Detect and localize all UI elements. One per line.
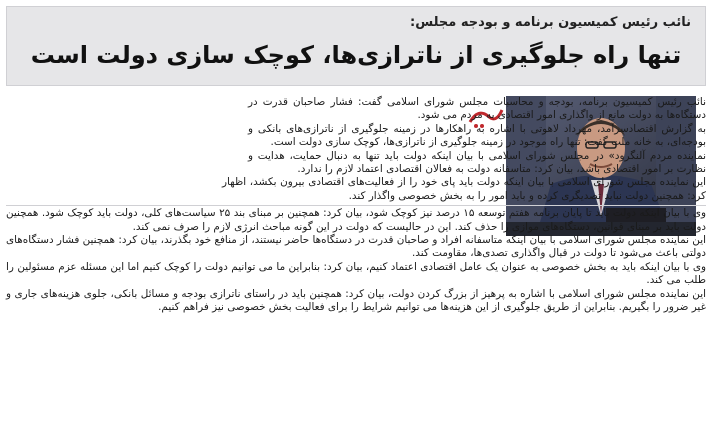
paragraph: این نماینده مجلس شورای اسلامی با بیان اینکه دولت باید پای خود را از فعالیت‌های اقتصادی بیرون بکشد، اظهار کرد: همچنین دولت نباید تصدیگری کرده و باید امور را به بخش خصوصی واگذار کند. [222,176,706,202]
article-headline: تنها راه جلوگیری از ناترازی‌ها، کوچک سازی دولت است [30,41,682,69]
paragraph: این نماینده مجلس شورای اسلامی با اشاره به پرهیز از بزرگ کردن دولت، بیان کرد: همچنین باید در راستای ناترازی بودجه و مسائل بانکی، جلوی هزینه‌های جاری و غیر ضرور را بگیریم. بنابراین از طریق جلوگیری از این هزینه‌ها می توانیم شرایط را برای فعالیت بخش خصوصی نیز فراهم کنیم. [6,287,706,314]
paragraph: نائب رئیس کمیسیون برنامه، بودجه و محاسبات مجلس شورای اسلامی گفت: فشار صاحبان قدرت در دستگاه‌ها به دولت مانع از واگذاری امور اقتصادی به مردم می شود. [248,96,706,122]
article-body [6,96,706,315]
paragraph: به گزارش اقتصادسرآمد، مهرداد لاهوتی با اشاره به راهکارها در زمینه جلوگیری از ناترازی‌های بانکی و بودجه‌ای، به خانه ملت گفت: تنها راه موجود در زمینه جلوگیری از ناترازی‌ها، کوچک سازی دولت است. [248,122,706,149]
article-header [6,6,706,86]
paragraph: این نماینده مجلس شورای اسلامی با بیان اینکه متاسفانه افراد و صاحبان قدرت در دستگاه‌ها حاضر نیستند، از منافع خود بگذرند، بیان کرد: همچنین فشار دستگاه‌های دولتی باعث می‌شود تا دولت در قبال واگذاری تصدی‌ها، مقاومت کند. [6,234,706,260]
paragraph: نماینده مردم آلنگرود» در مجلس شورای اسلامی با بیان اینکه دولت باید تنها به دنبال حمایت، هدایت و نظارت بر امور اقتصادی باشد، بیان کرد: متاسفانه دولت به فعالان اقتصادی اعتماد لازم را ندارد. [248,149,706,176]
paragraph: وی با بیان اینکه باید به بخش خصوصی به عنوان یک عامل اقتصادی اعتماد کنیم، بیان کرد: بنابراین ما می توانیم دولت را کوچک کنیم اما این مسئله عزم مسئولین را طلب می کند. [6,260,706,287]
divider [6,205,706,206]
paragraph: وی با بیان اینکه دولت باید تا پایان برنامه هفتم توسعه ۱۵ درصد نیز کوچک شود، بیان کرد: همچنین بر مبنای بند ۲۵ سیاست‌های کلی، دولت باید کوچک شود. همچنین دولت باید بر مبنای قوانین، دستگاه‌های موازی را حذف کند. این در حالیست که دولت در این گونه مباحث انرژی لازم را صرف نمی کند. [6,207,707,233]
article-kicker: نائب رئیس کمیسیون برنامه و بودجه مجلس: [410,15,691,30]
